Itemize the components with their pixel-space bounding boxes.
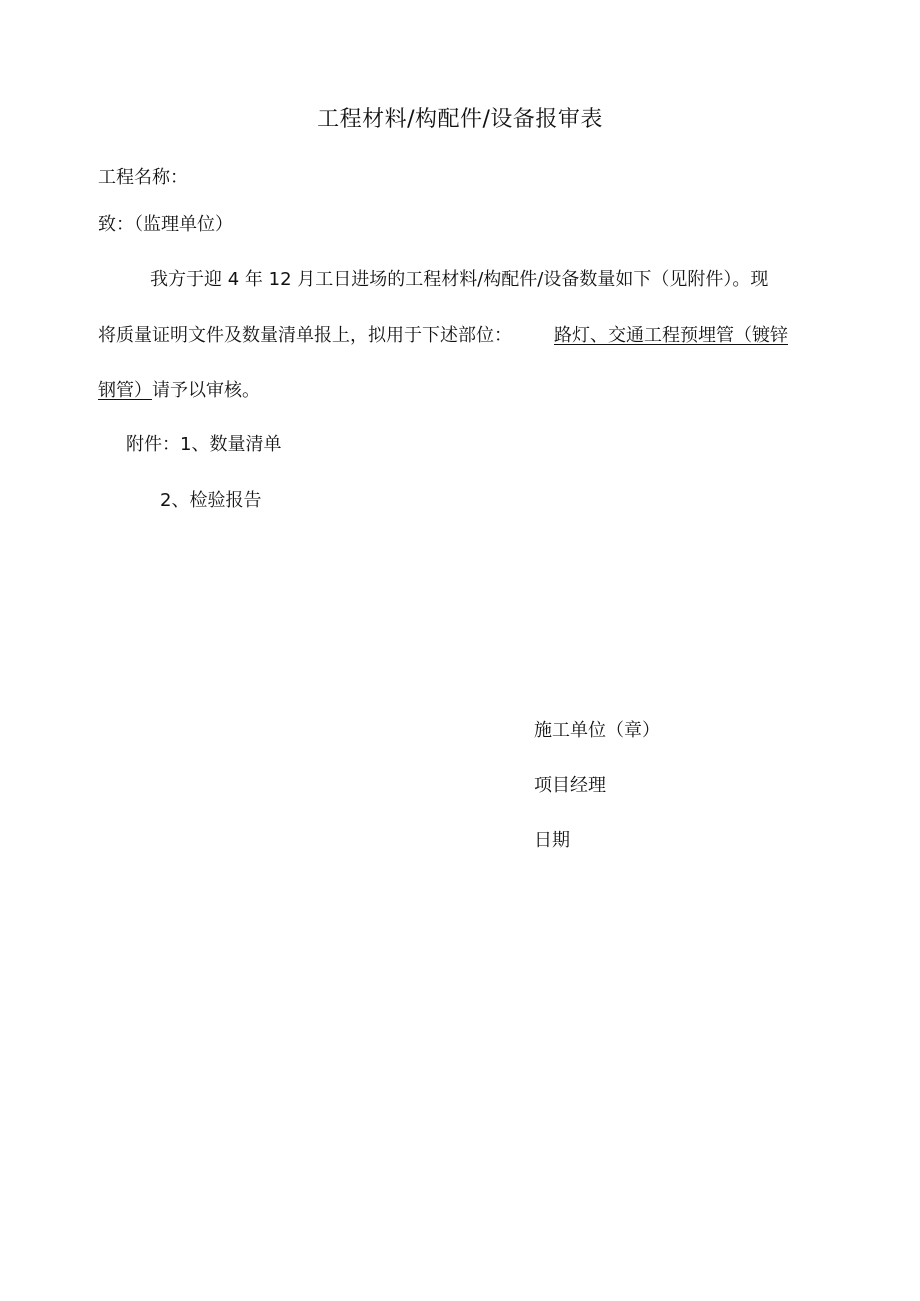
body-line-2-text: 将质量证明文件及数量清单报上，拟用于下述部位： (98, 325, 512, 346)
usage-location-part-2: 钢管） (98, 380, 152, 401)
signature-date-label: 日期 (534, 830, 570, 851)
body-line-2 (98, 324, 788, 348)
body-line-1: 我方于迎 4 年 12 月工日进场的工程材料/构配件/设备数量如下（见附件）。现 (150, 269, 769, 290)
body-line-3 (98, 379, 260, 403)
project-name-label: 工程名称： (98, 167, 188, 188)
signature-manager-label: 项目经理 (534, 775, 606, 796)
usage-location-part-1: 路灯、交通工程预埋管（镀锌 (554, 325, 788, 346)
addressee-line: 致：（监理单位） (98, 214, 233, 235)
form-title: 工程材料/构配件/设备报审表 (317, 107, 603, 132)
review-request-text: 请予以审核。 (152, 380, 260, 401)
attachment-item-1: 附件：1、数量清单 (126, 434, 282, 455)
signature-unit-label: 施工单位（章） (534, 720, 660, 741)
attachment-item-2: 2、检验报告 (160, 490, 262, 511)
